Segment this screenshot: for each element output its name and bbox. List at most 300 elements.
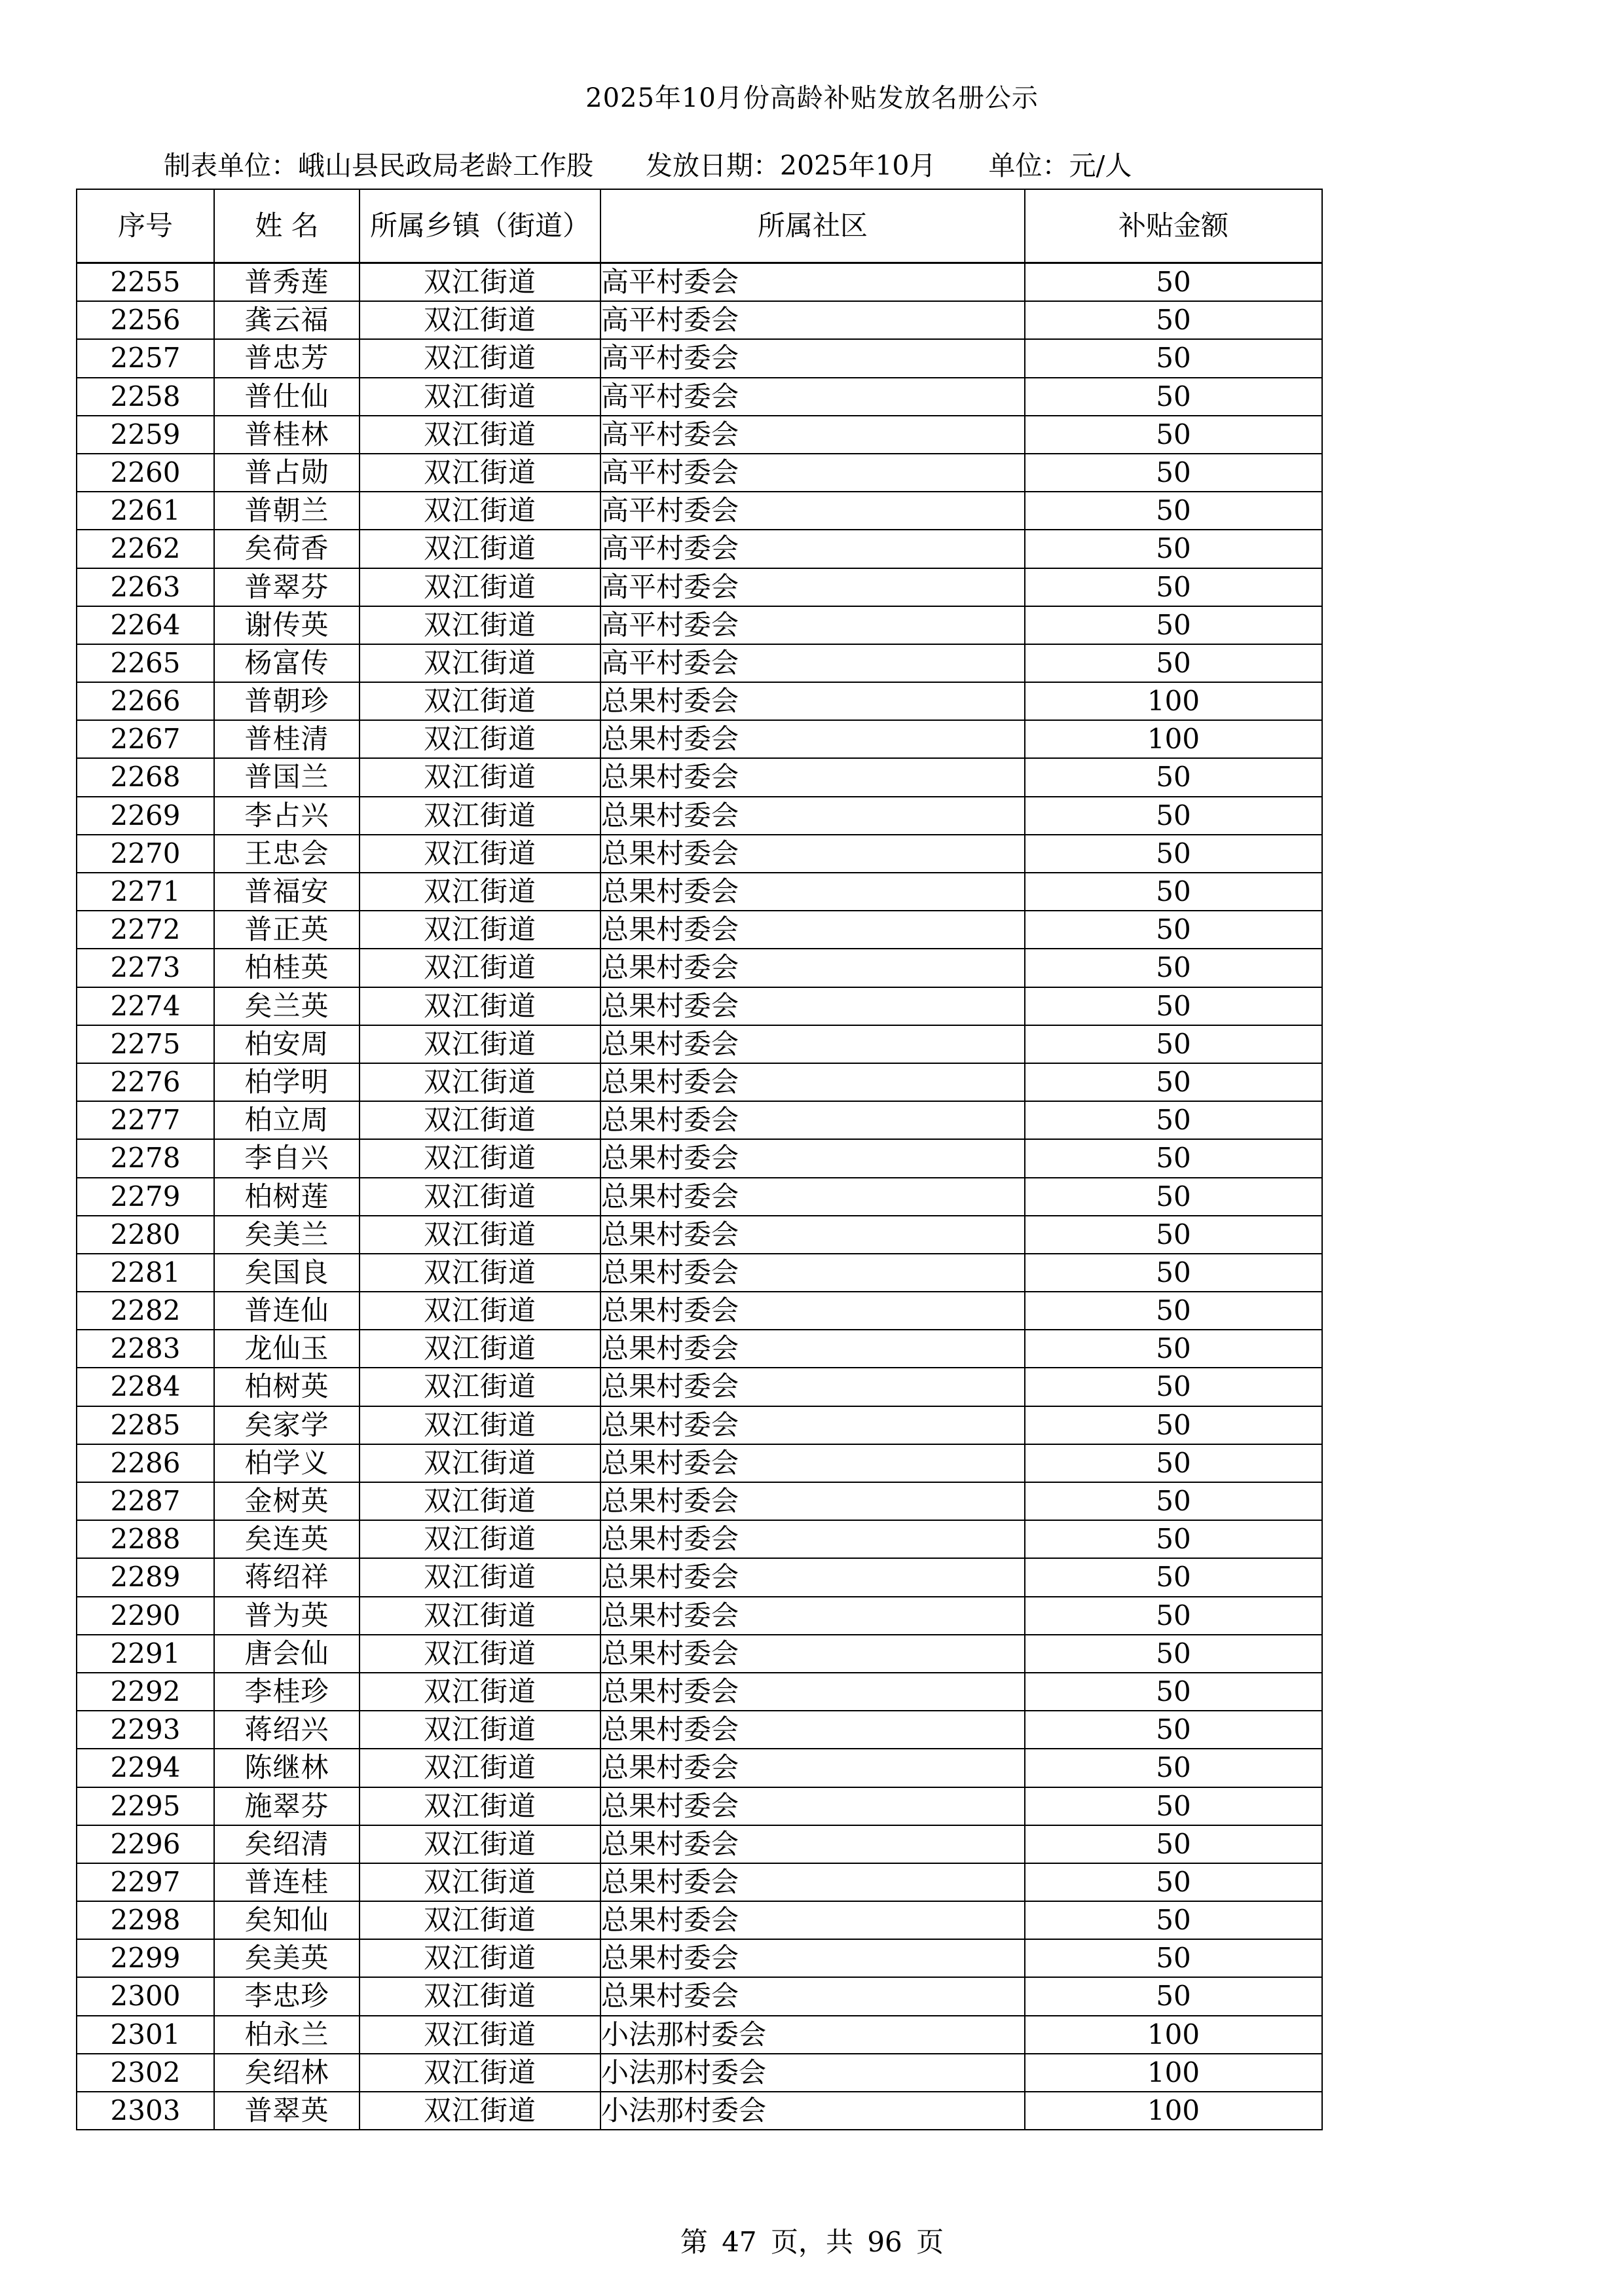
cell-community: 总果村委会 bbox=[600, 1977, 1025, 2015]
cell-seq: 2278 bbox=[77, 1139, 214, 1177]
currency-unit: 单位：元/人 bbox=[988, 150, 1132, 181]
cell-amount: 100 bbox=[1025, 2054, 1322, 2092]
cell-name: 谢传英 bbox=[214, 606, 360, 644]
cell-amount: 50 bbox=[1025, 378, 1322, 416]
table-row bbox=[77, 682, 1322, 720]
cell-amount: 50 bbox=[1025, 1178, 1322, 1216]
cell-amount: 50 bbox=[1025, 1825, 1322, 1863]
cell-amount: 50 bbox=[1025, 1292, 1322, 1330]
issue-date: 发放日期：2025年10月 bbox=[646, 150, 936, 181]
cell-town: 双江街道 bbox=[360, 1825, 600, 1863]
table-row bbox=[77, 1254, 1322, 1292]
cell-amount: 50 bbox=[1025, 492, 1322, 530]
cell-community: 总果村委会 bbox=[600, 1063, 1025, 1101]
table-row bbox=[77, 2016, 1322, 2054]
table-row bbox=[77, 1749, 1322, 1787]
cell-amount: 50 bbox=[1025, 1749, 1322, 1787]
cell-seq: 2275 bbox=[77, 1025, 214, 1063]
cell-community: 总果村委会 bbox=[600, 1635, 1025, 1673]
cell-amount: 50 bbox=[1025, 416, 1322, 454]
cell-name: 矣家学 bbox=[214, 1406, 360, 1444]
cell-community: 总果村委会 bbox=[600, 1178, 1025, 1216]
cell-seq: 2273 bbox=[77, 949, 214, 987]
table-row bbox=[77, 1178, 1322, 1216]
cell-amount: 50 bbox=[1025, 339, 1322, 377]
cell-community: 总果村委会 bbox=[600, 758, 1025, 796]
cell-name: 普连仙 bbox=[214, 1292, 360, 1330]
cell-community: 总果村委会 bbox=[600, 1673, 1025, 1711]
cell-amount: 50 bbox=[1025, 530, 1322, 568]
cell-community: 小法那村委会 bbox=[600, 2092, 1025, 2130]
cell-amount: 50 bbox=[1025, 301, 1322, 339]
cell-town: 双江街道 bbox=[360, 797, 600, 835]
cell-town: 双江街道 bbox=[360, 530, 600, 568]
cell-name: 普桂林 bbox=[214, 416, 360, 454]
table-row bbox=[77, 911, 1322, 949]
cell-town: 双江街道 bbox=[360, 1254, 600, 1292]
cell-amount: 50 bbox=[1025, 1101, 1322, 1139]
cell-community: 总果村委会 bbox=[600, 1368, 1025, 1406]
cell-community: 小法那村委会 bbox=[600, 2054, 1025, 2092]
cell-seq: 2283 bbox=[77, 1330, 214, 1368]
cell-amount: 50 bbox=[1025, 1025, 1322, 1063]
cell-town: 双江街道 bbox=[360, 1939, 600, 1977]
cell-town: 双江街道 bbox=[360, 835, 600, 873]
cell-town: 双江街道 bbox=[360, 2092, 600, 2130]
cell-name: 柏安周 bbox=[214, 1025, 360, 1063]
cell-amount: 100 bbox=[1025, 682, 1322, 720]
cell-seq: 2263 bbox=[77, 568, 214, 606]
cell-community: 总果村委会 bbox=[600, 1787, 1025, 1825]
cell-community: 总果村委会 bbox=[600, 873, 1025, 911]
cell-community: 总果村委会 bbox=[600, 911, 1025, 949]
cell-seq: 2277 bbox=[77, 1101, 214, 1139]
cell-name: 王忠会 bbox=[214, 835, 360, 873]
cell-name: 普忠芳 bbox=[214, 339, 360, 377]
cell-seq: 2261 bbox=[77, 492, 214, 530]
cell-name: 普仕仙 bbox=[214, 378, 360, 416]
cell-name: 柏永兰 bbox=[214, 2016, 360, 2054]
table-row bbox=[77, 1063, 1322, 1101]
table-row bbox=[77, 797, 1322, 835]
cell-amount: 100 bbox=[1025, 720, 1322, 758]
cell-amount: 50 bbox=[1025, 263, 1322, 302]
cell-community: 总果村委会 bbox=[600, 949, 1025, 987]
table-row bbox=[77, 492, 1322, 530]
cell-amount: 50 bbox=[1025, 454, 1322, 492]
cell-town: 双江街道 bbox=[360, 1444, 600, 1482]
cell-name: 普翠英 bbox=[214, 2092, 360, 2130]
cell-amount: 50 bbox=[1025, 1901, 1322, 1939]
cell-town: 双江街道 bbox=[360, 1406, 600, 1444]
table-row bbox=[77, 301, 1322, 339]
cell-name: 普朝珍 bbox=[214, 682, 360, 720]
cell-amount: 50 bbox=[1025, 1520, 1322, 1558]
cell-name: 普连桂 bbox=[214, 1863, 360, 1901]
cell-seq: 2287 bbox=[77, 1482, 214, 1520]
cell-seq: 2299 bbox=[77, 1939, 214, 1977]
cell-town: 双江街道 bbox=[360, 454, 600, 492]
header-amount: 补贴金额 bbox=[1025, 189, 1322, 263]
cell-amount: 50 bbox=[1025, 1254, 1322, 1292]
cell-community: 高平村委会 bbox=[600, 378, 1025, 416]
table-row bbox=[77, 1216, 1322, 1254]
cell-seq: 2264 bbox=[77, 606, 214, 644]
cell-community: 高平村委会 bbox=[600, 454, 1025, 492]
cell-name: 矣知仙 bbox=[214, 1901, 360, 1939]
cell-seq: 2292 bbox=[77, 1673, 214, 1711]
cell-town: 双江街道 bbox=[360, 720, 600, 758]
table-row bbox=[77, 987, 1322, 1025]
cell-community: 总果村委会 bbox=[600, 1939, 1025, 1977]
cell-amount: 50 bbox=[1025, 949, 1322, 987]
cell-amount: 50 bbox=[1025, 1482, 1322, 1520]
cell-town: 双江街道 bbox=[360, 1025, 600, 1063]
cell-community: 高平村委会 bbox=[600, 339, 1025, 377]
cell-amount: 50 bbox=[1025, 1406, 1322, 1444]
cell-community: 总果村委会 bbox=[600, 1825, 1025, 1863]
cell-town: 双江街道 bbox=[360, 1635, 600, 1673]
cell-name: 矣美英 bbox=[214, 1939, 360, 1977]
cell-name: 柏桂英 bbox=[214, 949, 360, 987]
cell-community: 高平村委会 bbox=[600, 301, 1025, 339]
table-row bbox=[77, 1520, 1322, 1558]
cell-amount: 50 bbox=[1025, 1863, 1322, 1901]
cell-town: 双江街道 bbox=[360, 263, 600, 302]
cell-community: 高平村委会 bbox=[600, 644, 1025, 682]
table-row bbox=[77, 1787, 1322, 1825]
cell-amount: 100 bbox=[1025, 2092, 1322, 2130]
table-row bbox=[77, 1101, 1322, 1139]
cell-town: 双江街道 bbox=[360, 1673, 600, 1711]
cell-name: 矣国良 bbox=[214, 1254, 360, 1292]
cell-seq: 2297 bbox=[77, 1863, 214, 1901]
table-row bbox=[77, 263, 1322, 302]
cell-seq: 2280 bbox=[77, 1216, 214, 1254]
cell-town: 双江街道 bbox=[360, 1863, 600, 1901]
cell-amount: 50 bbox=[1025, 1368, 1322, 1406]
page-footer: 第 47 页，共 96 页 bbox=[680, 2226, 944, 2258]
cell-community: 总果村委会 bbox=[600, 1901, 1025, 1939]
cell-seq: 2267 bbox=[77, 720, 214, 758]
header-name: 姓 名 bbox=[214, 189, 360, 263]
cell-town: 双江街道 bbox=[360, 1558, 600, 1596]
table-row bbox=[77, 720, 1322, 758]
cell-name: 柏树英 bbox=[214, 1368, 360, 1406]
table-row bbox=[77, 1558, 1322, 1596]
table-meta bbox=[164, 144, 1132, 183]
cell-seq: 2288 bbox=[77, 1520, 214, 1558]
cell-community: 高平村委会 bbox=[600, 492, 1025, 530]
cell-community: 总果村委会 bbox=[600, 1139, 1025, 1177]
cell-name: 矣绍清 bbox=[214, 1825, 360, 1863]
cell-name: 普翠芬 bbox=[214, 568, 360, 606]
cell-name: 柏树莲 bbox=[214, 1178, 360, 1216]
cell-community: 总果村委会 bbox=[600, 1444, 1025, 1482]
cell-seq: 2291 bbox=[77, 1635, 214, 1673]
cell-amount: 50 bbox=[1025, 987, 1322, 1025]
cell-name: 龚云福 bbox=[214, 301, 360, 339]
cell-name: 普福安 bbox=[214, 873, 360, 911]
cell-amount: 50 bbox=[1025, 644, 1322, 682]
cell-name: 龙仙玉 bbox=[214, 1330, 360, 1368]
cell-name: 杨富传 bbox=[214, 644, 360, 682]
table-row bbox=[77, 2092, 1322, 2130]
header-seq: 序号 bbox=[77, 189, 214, 263]
cell-community: 总果村委会 bbox=[600, 682, 1025, 720]
cell-community: 总果村委会 bbox=[600, 1216, 1025, 1254]
cell-community: 高平村委会 bbox=[600, 263, 1025, 302]
cell-seq: 2295 bbox=[77, 1787, 214, 1825]
cell-name: 李忠珍 bbox=[214, 1977, 360, 2015]
cell-seq: 2266 bbox=[77, 682, 214, 720]
cell-community: 高平村委会 bbox=[600, 530, 1025, 568]
cell-town: 双江街道 bbox=[360, 606, 600, 644]
cell-name: 柏学义 bbox=[214, 1444, 360, 1482]
cell-name: 矣荷香 bbox=[214, 530, 360, 568]
cell-community: 高平村委会 bbox=[600, 568, 1025, 606]
cell-name: 蒋绍兴 bbox=[214, 1711, 360, 1749]
cell-amount: 100 bbox=[1025, 2016, 1322, 2054]
cell-name: 普正英 bbox=[214, 911, 360, 949]
cell-town: 双江街道 bbox=[360, 949, 600, 987]
cell-seq: 2255 bbox=[77, 263, 214, 302]
cell-name: 唐会仙 bbox=[214, 1635, 360, 1673]
cell-seq: 2282 bbox=[77, 1292, 214, 1330]
cell-amount: 50 bbox=[1025, 1216, 1322, 1254]
cell-amount: 50 bbox=[1025, 1635, 1322, 1673]
cell-town: 双江街道 bbox=[360, 568, 600, 606]
table-row bbox=[77, 1901, 1322, 1939]
cell-community: 小法那村委会 bbox=[600, 2016, 1025, 2054]
table-row bbox=[77, 1863, 1322, 1901]
cell-town: 双江街道 bbox=[360, 2054, 600, 2092]
cell-seq: 2290 bbox=[77, 1597, 214, 1635]
table-row bbox=[77, 1635, 1322, 1673]
cell-town: 双江街道 bbox=[360, 1787, 600, 1825]
table-row bbox=[77, 1825, 1322, 1863]
cell-town: 双江街道 bbox=[360, 492, 600, 530]
cell-community: 总果村委会 bbox=[600, 1025, 1025, 1063]
cell-amount: 50 bbox=[1025, 1711, 1322, 1749]
table-row bbox=[77, 1406, 1322, 1444]
cell-community: 总果村委会 bbox=[600, 1330, 1025, 1368]
cell-town: 双江街道 bbox=[360, 1178, 600, 1216]
table-row bbox=[77, 873, 1322, 911]
cell-amount: 50 bbox=[1025, 1597, 1322, 1635]
cell-seq: 2279 bbox=[77, 1178, 214, 1216]
cell-community: 总果村委会 bbox=[600, 1101, 1025, 1139]
cell-name: 普为英 bbox=[214, 1597, 360, 1635]
cell-name: 柏学明 bbox=[214, 1063, 360, 1101]
cell-name: 金树英 bbox=[214, 1482, 360, 1520]
cell-name: 陈继林 bbox=[214, 1749, 360, 1787]
cell-amount: 50 bbox=[1025, 758, 1322, 796]
table-row bbox=[77, 1597, 1322, 1635]
cell-name: 普秀莲 bbox=[214, 263, 360, 302]
header-community: 所属社区 bbox=[600, 189, 1025, 263]
cell-seq: 2270 bbox=[77, 835, 214, 873]
cell-seq: 2284 bbox=[77, 1368, 214, 1406]
cell-community: 总果村委会 bbox=[600, 797, 1025, 835]
cell-amount: 50 bbox=[1025, 1444, 1322, 1482]
table-body bbox=[77, 263, 1322, 2130]
cell-town: 双江街道 bbox=[360, 1139, 600, 1177]
cell-name: 普国兰 bbox=[214, 758, 360, 796]
cell-amount: 50 bbox=[1025, 1330, 1322, 1368]
cell-seq: 2293 bbox=[77, 1711, 214, 1749]
cell-town: 双江街道 bbox=[360, 1330, 600, 1368]
cell-seq: 2289 bbox=[77, 1558, 214, 1596]
cell-seq: 2300 bbox=[77, 1977, 214, 2015]
table-row bbox=[77, 1330, 1322, 1368]
cell-amount: 50 bbox=[1025, 797, 1322, 835]
cell-town: 双江街道 bbox=[360, 1901, 600, 1939]
table-row bbox=[77, 1673, 1322, 1711]
table-row bbox=[77, 1939, 1322, 1977]
table-row bbox=[77, 1444, 1322, 1482]
cell-seq: 2274 bbox=[77, 987, 214, 1025]
cell-name: 施翠芬 bbox=[214, 1787, 360, 1825]
cell-seq: 2265 bbox=[77, 644, 214, 682]
table-row bbox=[77, 454, 1322, 492]
cell-town: 双江街道 bbox=[360, 873, 600, 911]
cell-community: 总果村委会 bbox=[600, 1520, 1025, 1558]
cell-town: 双江街道 bbox=[360, 911, 600, 949]
table-row bbox=[77, 758, 1322, 796]
cell-town: 双江街道 bbox=[360, 682, 600, 720]
cell-seq: 2302 bbox=[77, 2054, 214, 2092]
cell-amount: 50 bbox=[1025, 1558, 1322, 1596]
page-title: 2025年10月份高龄补贴发放名册公示 bbox=[585, 83, 1039, 113]
cell-seq: 2259 bbox=[77, 416, 214, 454]
cell-seq: 2286 bbox=[77, 1444, 214, 1482]
cell-community: 总果村委会 bbox=[600, 720, 1025, 758]
table-row bbox=[77, 606, 1322, 644]
cell-town: 双江街道 bbox=[360, 1482, 600, 1520]
table-row bbox=[77, 1711, 1322, 1749]
cell-name: 矣兰英 bbox=[214, 987, 360, 1025]
cell-seq: 2268 bbox=[77, 758, 214, 796]
cell-amount: 50 bbox=[1025, 606, 1322, 644]
cell-seq: 2262 bbox=[77, 530, 214, 568]
table-row bbox=[77, 1292, 1322, 1330]
cell-name: 柏立周 bbox=[214, 1101, 360, 1139]
cell-town: 双江街道 bbox=[360, 1368, 600, 1406]
cell-community: 总果村委会 bbox=[600, 1292, 1025, 1330]
cell-seq: 2272 bbox=[77, 911, 214, 949]
cell-community: 总果村委会 bbox=[600, 1863, 1025, 1901]
cell-town: 双江街道 bbox=[360, 1216, 600, 1254]
cell-town: 双江街道 bbox=[360, 1711, 600, 1749]
cell-amount: 50 bbox=[1025, 1977, 1322, 2015]
cell-name: 矣美兰 bbox=[214, 1216, 360, 1254]
cell-community: 总果村委会 bbox=[600, 1406, 1025, 1444]
cell-seq: 2294 bbox=[77, 1749, 214, 1787]
cell-town: 双江街道 bbox=[360, 1520, 600, 1558]
subsidy-roster-table bbox=[76, 189, 1323, 2130]
table-row bbox=[77, 644, 1322, 682]
cell-amount: 50 bbox=[1025, 1939, 1322, 1977]
cell-name: 李桂珍 bbox=[214, 1673, 360, 1711]
cell-town: 双江街道 bbox=[360, 378, 600, 416]
table-row bbox=[77, 1482, 1322, 1520]
cell-community: 总果村委会 bbox=[600, 1749, 1025, 1787]
cell-amount: 50 bbox=[1025, 1673, 1322, 1711]
cell-community: 总果村委会 bbox=[600, 1482, 1025, 1520]
table-row bbox=[77, 2054, 1322, 2092]
cell-seq: 2258 bbox=[77, 378, 214, 416]
cell-town: 双江街道 bbox=[360, 758, 600, 796]
cell-community: 高平村委会 bbox=[600, 606, 1025, 644]
cell-seq: 2271 bbox=[77, 873, 214, 911]
cell-name: 蒋绍祥 bbox=[214, 1558, 360, 1596]
cell-name: 矣连英 bbox=[214, 1520, 360, 1558]
cell-community: 总果村委会 bbox=[600, 987, 1025, 1025]
cell-name: 矣绍林 bbox=[214, 2054, 360, 2092]
cell-seq: 2281 bbox=[77, 1254, 214, 1292]
cell-amount: 50 bbox=[1025, 1139, 1322, 1177]
cell-seq: 2303 bbox=[77, 2092, 214, 2130]
cell-town: 双江街道 bbox=[360, 1101, 600, 1139]
cell-community: 总果村委会 bbox=[600, 1558, 1025, 1596]
cell-seq: 2301 bbox=[77, 2016, 214, 2054]
table-row bbox=[77, 1977, 1322, 2015]
cell-name: 李自兴 bbox=[214, 1139, 360, 1177]
cell-town: 双江街道 bbox=[360, 987, 600, 1025]
cell-town: 双江街道 bbox=[360, 1063, 600, 1101]
cell-seq: 2260 bbox=[77, 454, 214, 492]
table-row bbox=[77, 530, 1322, 568]
table-row bbox=[77, 949, 1322, 987]
cell-name: 李占兴 bbox=[214, 797, 360, 835]
cell-name: 普桂清 bbox=[214, 720, 360, 758]
cell-town: 双江街道 bbox=[360, 416, 600, 454]
table-row bbox=[77, 1025, 1322, 1063]
cell-amount: 50 bbox=[1025, 568, 1322, 606]
table-row bbox=[77, 568, 1322, 606]
cell-amount: 50 bbox=[1025, 835, 1322, 873]
cell-amount: 50 bbox=[1025, 873, 1322, 911]
cell-community: 总果村委会 bbox=[600, 1597, 1025, 1635]
cell-town: 双江街道 bbox=[360, 2016, 600, 2054]
cell-seq: 2257 bbox=[77, 339, 214, 377]
cell-town: 双江街道 bbox=[360, 1749, 600, 1787]
cell-town: 双江街道 bbox=[360, 644, 600, 682]
cell-community: 总果村委会 bbox=[600, 1254, 1025, 1292]
cell-amount: 50 bbox=[1025, 1787, 1322, 1825]
cell-town: 双江街道 bbox=[360, 339, 600, 377]
cell-seq: 2269 bbox=[77, 797, 214, 835]
table-header-row bbox=[77, 189, 1322, 263]
cell-community: 总果村委会 bbox=[600, 835, 1025, 873]
cell-town: 双江街道 bbox=[360, 1292, 600, 1330]
table-row bbox=[77, 339, 1322, 377]
cell-town: 双江街道 bbox=[360, 1977, 600, 2015]
table-row bbox=[77, 1139, 1322, 1177]
table-row bbox=[77, 835, 1322, 873]
table-row bbox=[77, 378, 1322, 416]
table-row bbox=[77, 1368, 1322, 1406]
cell-town: 双江街道 bbox=[360, 1597, 600, 1635]
cell-amount: 50 bbox=[1025, 1063, 1322, 1101]
cell-seq: 2285 bbox=[77, 1406, 214, 1444]
cell-town: 双江街道 bbox=[360, 301, 600, 339]
header-town: 所属乡镇（街道） bbox=[360, 189, 600, 263]
cell-amount: 50 bbox=[1025, 911, 1322, 949]
cell-name: 普朝兰 bbox=[214, 492, 360, 530]
issuing-unit: 制表单位：峨山县民政局老龄工作股 bbox=[164, 150, 593, 181]
